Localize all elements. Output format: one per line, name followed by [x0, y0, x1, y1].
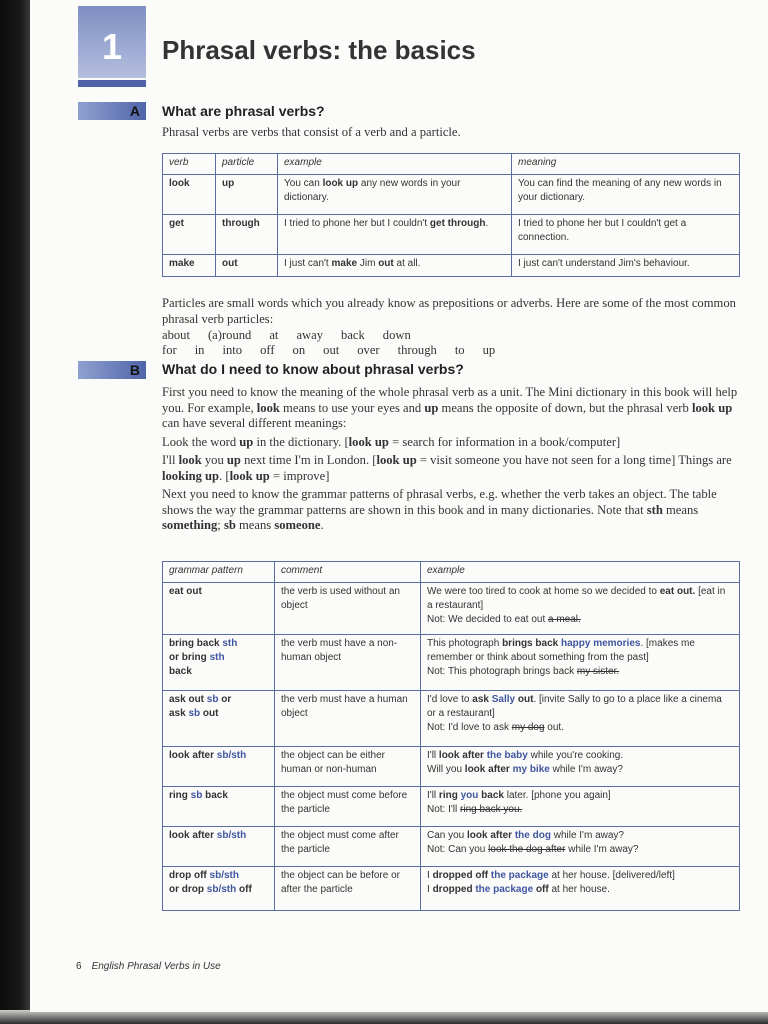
text-run: you	[201, 453, 227, 467]
incorrect-object: my dog	[511, 722, 545, 733]
meaning-cell: You can find the meaning of any new words in your dictionary.	[512, 175, 740, 215]
verb-cell: look	[163, 175, 216, 215]
example-phrasal-verb: out	[378, 258, 394, 269]
text-run: means to use your eyes and	[279, 400, 425, 415]
object-highlight: the baby	[486, 750, 528, 761]
section-b-marker	[78, 361, 146, 379]
particle-word: about	[162, 328, 190, 342]
text-run: .	[320, 518, 324, 532]
example-text: I tried to phone her but I couldn't	[284, 218, 430, 229]
text-run: ;	[217, 518, 224, 532]
bold-term: look up	[691, 400, 733, 415]
text-run: I'd love to	[427, 694, 473, 705]
page-number: 6	[76, 961, 82, 972]
pattern-cell	[163, 787, 275, 827]
text-run: means	[662, 502, 699, 517]
example-phrasal-verb: get through	[429, 218, 486, 229]
text-run: or drop	[169, 884, 207, 895]
text-run: = improve]	[269, 468, 330, 483]
object-highlight: the package	[475, 884, 534, 895]
particle-list	[162, 328, 722, 358]
table-row	[163, 635, 740, 691]
text-run: in the dictionary. [	[253, 434, 349, 449]
object-highlight: sb	[188, 708, 201, 719]
example-line	[427, 789, 733, 803]
example-text: .	[485, 218, 489, 229]
text-run: Not: This photograph brings back	[427, 666, 577, 677]
example-line	[427, 721, 733, 735]
table-row	[163, 175, 740, 215]
phrasal-verb: look after	[464, 764, 510, 775]
bold-term: up	[239, 434, 254, 449]
section-b-heading: What do I need to know about phrasal verbs?	[162, 361, 464, 377]
phrasal-verb: off	[535, 884, 549, 895]
example-text: at all.	[393, 258, 421, 269]
bold-term: look	[256, 400, 280, 415]
text-run: ring	[169, 790, 191, 801]
example-line	[427, 665, 733, 679]
text-run: can have several different meanings:	[162, 416, 347, 430]
pattern-cell	[163, 747, 275, 787]
text-run: means	[235, 518, 275, 532]
phrasal-verb: out	[517, 694, 534, 705]
text-run: Not: I'll	[427, 804, 461, 815]
page-footer	[76, 961, 221, 972]
text-run: Look the word	[162, 434, 240, 449]
text-run: = search for information in a book/computer]	[388, 434, 621, 449]
incorrect-object: a meal.	[548, 614, 581, 625]
text-run: Not: We decided to eat out	[427, 614, 549, 625]
text-run: I	[427, 870, 433, 881]
object-highlight: sb/sth	[209, 870, 239, 881]
page-bottom-edge	[0, 1010, 768, 1024]
table-row	[163, 691, 740, 747]
object-highlight: the package	[490, 870, 549, 881]
section-a-intro: Phrasal verbs are verbs that consist of a verb and a particle.	[162, 125, 461, 139]
pattern-cell	[163, 691, 275, 747]
pattern-cell	[163, 635, 275, 691]
text-run: off	[236, 884, 252, 895]
meaning-cell: I tried to phone her but I couldn't get a connection.	[512, 215, 740, 255]
text-run: or	[218, 694, 232, 705]
text-run: look after	[169, 750, 217, 761]
text-run: First you need to know the meaning of the whole phrasal verb as a unit. The Mini dictionary in this book will help you. For example,	[162, 385, 738, 415]
particle-word: in	[194, 343, 205, 357]
particle-cell: through	[216, 215, 278, 255]
example-line	[427, 869, 733, 883]
phrasal-verb: ask	[472, 694, 489, 705]
example-line	[427, 843, 733, 857]
text-run: Not: Can you	[427, 844, 489, 855]
unit-underline-bar	[78, 80, 146, 87]
phrasal-verb: dropped	[432, 884, 473, 895]
text-run: while you're cooking.	[527, 750, 624, 761]
example-cell	[421, 691, 740, 747]
bold-term: look up	[376, 453, 417, 467]
section-a-heading: What are phrasal verbs?	[162, 103, 325, 119]
table-row	[163, 827, 740, 867]
grammar-table-body	[163, 583, 740, 911]
text-run: while I'm away?	[550, 830, 624, 841]
bold-term: sb	[223, 518, 236, 532]
particle-word: over	[357, 343, 380, 357]
text-run: while I'm away?	[549, 764, 623, 775]
object-highlight: sb	[206, 694, 219, 705]
example-phrasal-verb: look up	[322, 178, 359, 189]
text-run: bring back	[169, 638, 223, 649]
phrasal-verb: dropped off	[432, 870, 489, 881]
comment-cell: the verb must have a human object	[275, 691, 421, 747]
example-line	[427, 637, 733, 665]
grammar-pattern-table	[162, 561, 740, 911]
particle-word: to	[454, 343, 465, 357]
object-highlight: sb/sth	[206, 884, 237, 895]
particle-cell: up	[216, 175, 278, 215]
text-run: . [	[219, 468, 230, 483]
text-run: Next you need to know the grammar patterns of phrasal verbs, e.g. whether the verb takes an object. The table shows the way the grammar patterns are shown in this book and in many dictionaries. Note that	[162, 487, 717, 517]
object-highlight: sth	[222, 638, 238, 649]
page-title: Phrasal verbs: the basics	[162, 35, 476, 65]
example-phrasal-verb: make	[331, 258, 358, 269]
table-row	[163, 215, 740, 255]
text-run: Will you	[427, 764, 465, 775]
table-row	[163, 583, 740, 635]
bold-term: up	[424, 400, 439, 415]
pattern-cell	[163, 827, 275, 867]
text-run: out.	[544, 722, 564, 733]
text-run: out	[200, 708, 219, 719]
column-header: particle	[216, 154, 278, 175]
pattern-cell	[163, 583, 275, 635]
column-header: meaning	[512, 154, 740, 175]
example-cell	[421, 747, 740, 787]
text-run: means the opposite of down, but the phrasal verb	[438, 400, 692, 415]
object-highlight: happy memories	[560, 638, 641, 649]
column-header: example	[421, 562, 740, 583]
column-header: verb	[163, 154, 216, 175]
text-run: back	[169, 666, 192, 677]
particle-word: off	[260, 343, 275, 357]
object-highlight: my bike	[512, 764, 550, 775]
text-run: eat out	[169, 586, 202, 597]
book-spine-shadow	[0, 0, 30, 1024]
object-highlight: sb	[190, 790, 203, 801]
text-run: drop off	[169, 870, 210, 881]
object-highlight: sb/sth	[216, 750, 247, 761]
object-highlight: sth	[209, 652, 225, 663]
text-run: at her house.	[548, 884, 610, 895]
particle-word: up	[482, 343, 496, 357]
unit-number-box	[78, 6, 146, 78]
comment-cell: the object can be either human or non-human	[275, 747, 421, 787]
text-run: next time I'm in London. [	[240, 453, 377, 467]
example-line	[427, 803, 733, 817]
example-sentence	[162, 453, 742, 484]
example-text: any new words in your dictionary.	[284, 178, 461, 203]
comment-cell: the object must come after the particle	[275, 827, 421, 867]
comment-cell: the verb must have a non-human object	[275, 635, 421, 691]
particle-word: down	[382, 328, 411, 342]
object-highlight: the dog	[514, 830, 551, 841]
text-run: I	[427, 884, 433, 895]
column-header: grammar pattern	[163, 562, 275, 583]
particle-word: through	[397, 343, 437, 357]
bold-term: look up	[229, 468, 270, 483]
example-line	[427, 585, 733, 613]
column-header: comment	[275, 562, 421, 583]
meaning-paragraph	[162, 385, 742, 432]
example-cell	[278, 255, 512, 277]
comment-cell: the object must come before the particle	[275, 787, 421, 827]
example-cell	[421, 635, 740, 691]
particles-paragraph: Particles are small words which you already know as prepositions or adverbs. Here are some of the most common phrasal verb particles:	[162, 296, 736, 326]
incorrect-object: look the dog after	[488, 844, 566, 855]
meaning-cell: I just can't understand Jim's behaviour.	[512, 255, 740, 277]
text-run: This photograph	[427, 638, 503, 649]
unit-number: 1	[101, 26, 123, 67]
text-run: [eat in a restaurant]	[427, 586, 726, 611]
text-run: I'll	[427, 750, 439, 761]
table-row	[163, 867, 740, 911]
text-run: later. [phone you again]	[503, 790, 611, 801]
example-line	[427, 693, 733, 721]
pattern-cell	[163, 867, 275, 911]
particle-word: out	[323, 343, 340, 357]
bold-term: something	[162, 518, 218, 532]
phrasal-verb: brings back	[502, 638, 559, 649]
comment-cell: the object can be before or after the particle	[275, 867, 421, 911]
text-run: I'll	[162, 453, 179, 467]
text-run: I'll	[427, 790, 439, 801]
verb-cell: make	[163, 255, 216, 277]
text-run: ask	[169, 708, 189, 719]
particle-word: (a)round	[207, 328, 252, 342]
table-header-row	[163, 562, 740, 583]
example-line	[427, 613, 733, 627]
text-run: or bring	[169, 652, 210, 663]
comment-cell: the verb is used without an object	[275, 583, 421, 635]
column-header: example	[278, 154, 512, 175]
phrasal-verb: look after	[467, 830, 513, 841]
particle-word: at	[269, 328, 279, 342]
bold-term: looking up	[162, 468, 220, 483]
text-run: Not: I'd love to ask	[427, 722, 512, 733]
particle-word: for	[162, 343, 177, 357]
object-highlight: you	[460, 790, 479, 801]
table-row	[163, 747, 740, 787]
phrasal-verb: ring	[438, 790, 458, 801]
example-line	[427, 883, 733, 897]
particle-word: into	[222, 343, 243, 357]
table-row	[163, 255, 740, 277]
text-run: . [makes me remember or think about something from the past]	[427, 638, 695, 663]
particle-word: away	[296, 328, 324, 342]
section-a-letter: A	[129, 103, 140, 119]
example-text: Jim	[357, 258, 379, 269]
text-run: ask out	[169, 694, 207, 705]
text-run: look after	[169, 830, 217, 841]
example-text: I just can't	[284, 258, 332, 269]
text-run: at her house. [delivered/left]	[548, 870, 675, 881]
bold-term: up	[226, 453, 241, 467]
section-a-marker	[78, 102, 146, 120]
example-cell	[421, 787, 740, 827]
bold-term: look up	[348, 434, 389, 449]
example-line	[427, 763, 733, 777]
particle-word: back	[341, 328, 365, 342]
particle-cell: out	[216, 255, 278, 277]
particle-word: on	[292, 343, 306, 357]
object-highlight: Sally	[491, 694, 516, 705]
example-cell	[421, 583, 740, 635]
section-b-letter: B	[129, 362, 140, 378]
text-run: . [invite Sally to go to a place like a cinema or a restaurant]	[427, 694, 722, 719]
phrasal-verb: look after	[438, 750, 484, 761]
verb-particle-table	[162, 153, 740, 277]
book-title: English Phrasal Verbs in Use	[91, 961, 221, 972]
example-line	[427, 749, 733, 763]
incorrect-object: my sister.	[576, 666, 620, 677]
phrasal-verb: back	[481, 790, 504, 801]
example-cell	[421, 867, 740, 911]
table-header-row	[163, 154, 740, 175]
verb-cell: get	[163, 215, 216, 255]
phrasal-verb: eat out.	[659, 586, 696, 597]
bold-term: someone	[274, 518, 321, 532]
section-b-text	[162, 385, 742, 537]
incorrect-object: ring back you.	[460, 804, 523, 815]
bold-term: sth	[646, 502, 663, 517]
text-run: Can you	[427, 830, 468, 841]
example-text: You can	[284, 178, 323, 189]
example-cell	[421, 827, 740, 867]
table-row	[163, 787, 740, 827]
grammar-paragraph	[162, 487, 742, 534]
text-run: = visit someone you have not seen for a long time] Things are	[416, 453, 732, 467]
example-cell	[278, 175, 512, 215]
text-run: We were too tired to cook at home so we decided to	[427, 586, 660, 597]
text-run: while I'm away?	[565, 844, 639, 855]
example-sentence	[162, 435, 742, 451]
text-run: back	[202, 790, 228, 801]
example-line	[427, 829, 733, 843]
bold-term: look	[178, 453, 202, 467]
object-highlight: sb/sth	[216, 830, 247, 841]
example-cell	[278, 215, 512, 255]
